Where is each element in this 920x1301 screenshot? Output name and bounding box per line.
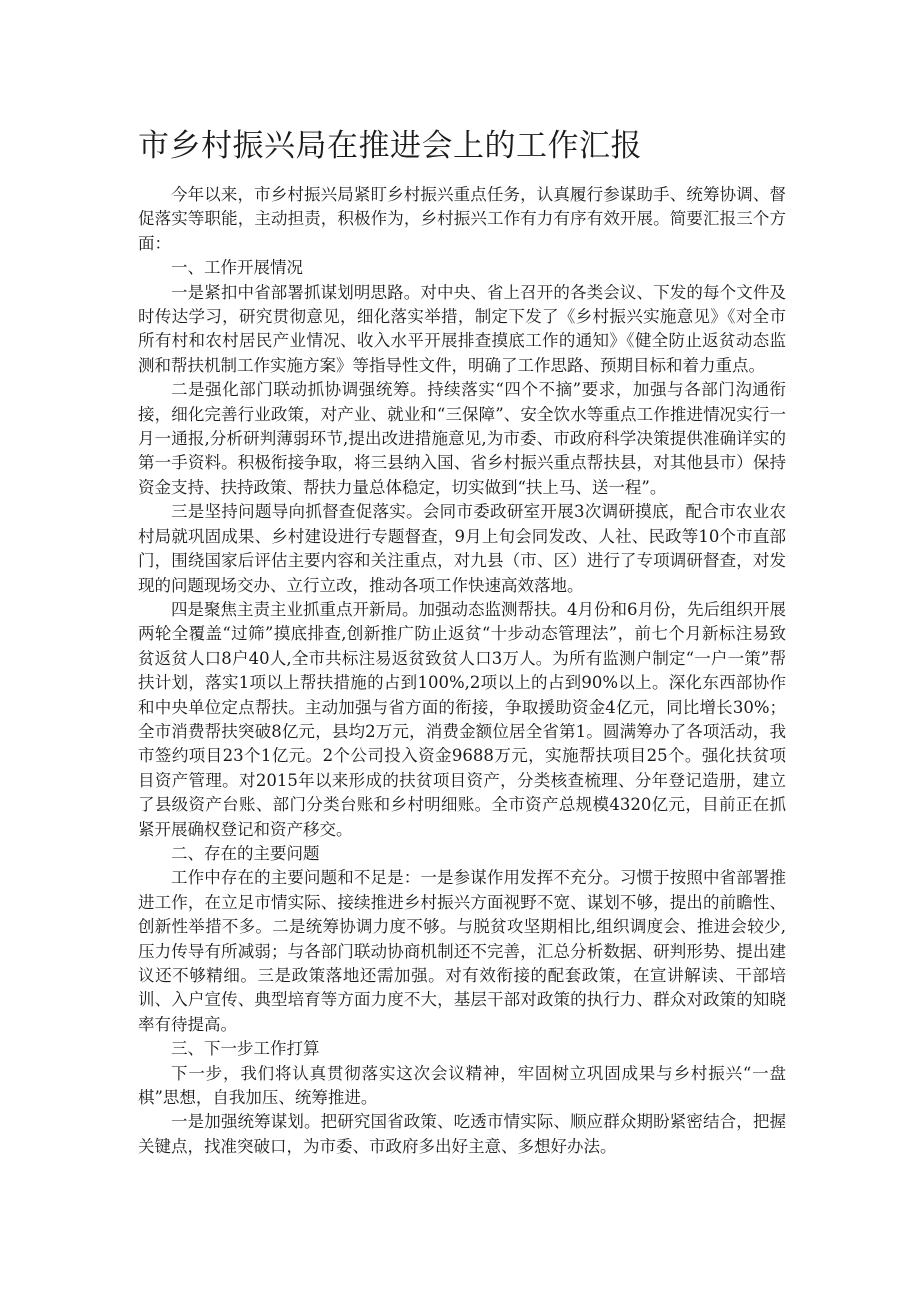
paragraph-1-1: 一是紧扣中省部署抓谋划明思路。对中央、省上召开的各类会议、下发的每个文件及时传达学习，研究贯彻意见，细化落实举措，制定下发了《乡村振兴实施意见》《对全市所有村和农村居民产业情况、收入水平开展排查摸底工作的通知》《健全防止返贫动态监测和帮扶机制工作实施方案》等指导性文件，明确了工作思路、预期目标和着力重点。 [138, 282, 786, 375]
section-heading-2: 二、存在的主要问题 [171, 843, 320, 863]
paragraph-intro: 今年以来，市乡村振兴局紧盯乡村振兴重点任务，认真履行参谋助手、统筹协调、督促落实等职能，主动担责，积极作为，乡村振兴工作有力有序有效开展。简要汇报三个方面： [138, 185, 786, 253]
paragraph-1-4: 四是聚焦主责主业抓重点开新局。加强动态监测帮扶。4月份和6月份，先后组织开展两轮全覆盖“过筛”摸底排查,创新推广防止返贫“十步动态管理法”，前七个月新标注易致贫返贫人口8户40人,全市共标注易返贫致贫人口3万人。为所有监测户制定“一户一策”帮扶计划，落实1项以上帮扶措施的占到100%,2项以上的占到90%以上。深化东西部协作和中央单位定点帮扶。主动加强与省方面的衔接，争取援助资金4亿元，同比增长30%；全市消费帮扶突破8亿元，县均2万元，消费金额位居全省第1。圆满筹办了各项活动，我市签约项目23个1亿元。2个公司投入资金9688万元，实施帮扶项目25个。强化扶贫项目资产管理。对2015年以来形成的扶贫项目资产，分类核查梳理、分年登记造册，建立了县级资产台账、部门分类台账和乡村明细账。全市资产总规模4320亿元，目前正在抓紧开展确权登记和资产移交。 [138, 599, 786, 839]
paragraph-2-1: 工作中存在的主要问题和不足是：一是参谋作用发挥不充分。习惯于按照中省部署推进工作，在立足市情实际、接续推进乡村振兴方面视野不宽、谋划不够，提出的前瞻性、创新性举措不多。二是统筹协调力度不够。与脱贫攻坚期相比,组织调度会、推进会较少,压力传导有所减弱；与各部门联动协商机制还不完善，汇总分析数据、研判形势、提出建议还不够精细。三是政策落地还需加强。对有效衔接的配套政策，在宣讲解读、干部培训、入户宣传、典型培育等方面力度不大，基层干部对政策的执行力、群众对政策的知晓率有待提高。 [138, 868, 786, 1034]
section-heading-1: 一、工作开展情况 [171, 258, 303, 278]
document-page [138, 0, 786, 1159]
paragraph-3-1: 一是加强统筹谋划。把研究国省政策、吃透市情实际、顺应群众期盼紧密结合，把握关键点，找准突破口，为市委、市政府多出好主意、多想好办法。 [138, 1112, 786, 1156]
paragraph-1-2: 二是强化部门联动抓协调强统筹。持续落实“四个不摘”要求，加强与各部门沟通衔接，细化完善行业政策，对产业、就业和“三保障”、安全饮水等重点工作推进情况实行一月一通报,分析研判薄弱环节,提出改进措施意见,为市委、市政府科学决策提供准确详实的第一手资料。积极衔接争取，将三县纳入国、省乡村振兴重点帮扶县，对其他县市）保持资金支持、扶持政策、帮扶力量总体稳定，切实做到“扶上马、送一程”。 [138, 380, 786, 497]
paragraph-3-intro: 下一步，我们将认真贯彻落实这次会议精神，牢固树立巩固成果与乡村振兴“一盘棋”思想，自我加压、统筹推进。 [138, 1063, 786, 1108]
document-body [138, 183, 786, 1159]
section-heading-3: 三、下一步工作打算 [171, 1039, 320, 1059]
document-title: 市乡村振兴局在推进会上的工作汇报 [138, 128, 642, 164]
paragraph-1-3: 三是坚持问题导向抓督查促落实。会同市委政研室开展3次调研摸底，配合市农业农村局就巩固成果、乡村建设进行专题督查，9月上旬会同发改、人社、民政等10个市直部门，围绕国家后评估主要内容和关注重点，对九县（市、区）进行了专项调研督查，对发现的问题现场交办、立行立改，推动各项工作快速高效落地。 [138, 502, 786, 595]
